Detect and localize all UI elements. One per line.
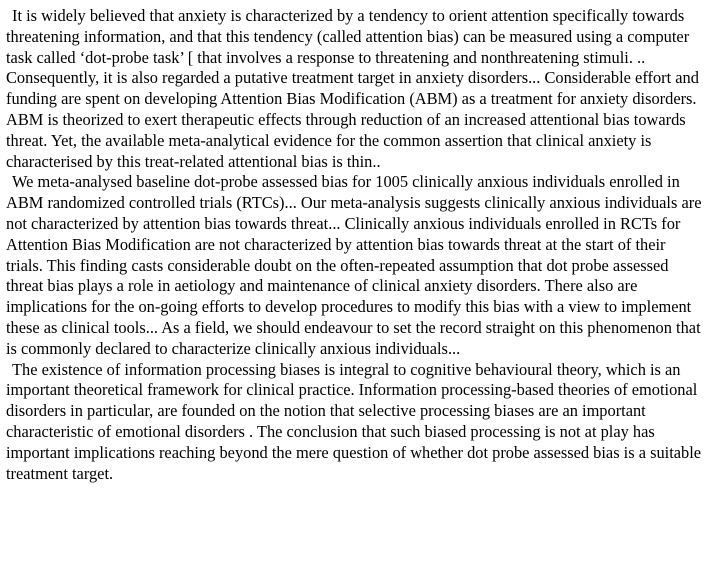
paragraph-3: The existence of information processing biases is integral to cognitive behavioural theory, which is an important theoretical framework for clinical practice. Information processing-based theories of emotional disorders in particular, are founded on the notion that selective processing biases are an important characteristic of emotional disorders . The conclusion that such biased processing is not at play has important implications reaching beyond the mere question of whether dot probe assessed bias is a suitable treatment target. [6,359,702,483]
paragraph-1: It is widely believed that anxiety is characterized by a tendency to orient attention specifically towards threatening information, and that this tendency (called attention bias) can be measured using a computer task called ‘dot-probe task’ [ that involves a response to threatening and nonthreatening stimuli. .. Consequently, it is also regarded a putative treatment target in anxiety disorders... Considerable effort and funding are spent on developing Attention Bias Modification (ABM) as a treatment for anxiety disorders. ABM is theorized to exert therapeutic effects through reduction of an increased attentional bias towards threat. Yet, the available meta-analytical evidence for the common assertion that clinical anxiety is characterised by this treat-related attentional bias is thin.. [6,6,699,171]
paragraph-2: We meta-analysed baseline dot-probe assessed bias for 1005 clinically anxious individuals enrolled in ABM randomized controlled trials (RTCs)... Our meta-analysis suggests clinically anxious individuals are not characterized by attention bias towards threat... Clinically anxious individuals enrolled in RCTs for Attention Bias Modification are not characterized by attention bias towards threat at the start of their trials. This finding casts considerable doubt on the often-repeated assumption that dot probe assessed threat bias plays a role in aetiology and maintenance of clinical anxiety disorders. There also are implications for the on-going efforts to develop procedures to modify this bias with a view to implement these as clinical tools... As a field, we should endeavour to set the record straight on this phenomenon that is commonly declared to characterize clinically anxious individuals... [6,172,702,358]
